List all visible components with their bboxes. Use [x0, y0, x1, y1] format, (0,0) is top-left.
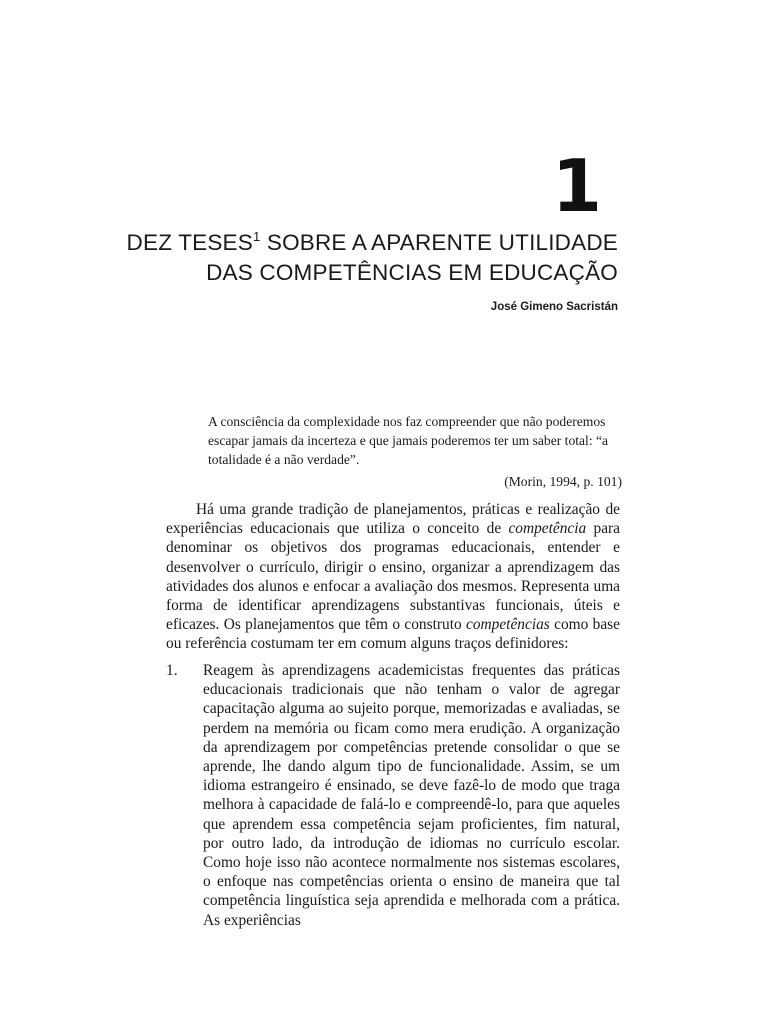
epigraph — [208, 412, 622, 491]
list-item-text: Reagem às aprendizagens academicistas frequentes das práticas educacionais tradicionais que não tenham o valor de agregar capacitação alguma ao sujeito porque, memorizadas e avaliadas, se perdem na memória ou ficam como mera erudição. A organização da aprendizagem por competências pretende consolidar o que se aprende, lhe dando algum tipo de funcionalidade. Assim, se um idioma estrangeiro é ensinado, se deve fazê-lo de modo que traga melhora à capacidade de falá-lo e compreendê-lo, para que aqueles que aprendem essa competência sejam proficientes, fim natural, por outro lado, da introdução de idiomas no currículo escolar. Como hoje isso não acontece normalmente nos sistemas escolares, o enfoque nas competências orienta o ensino de maneira que tal competência linguística seja aprendida e melhorada com a prática. As experiências — [203, 662, 620, 929]
title-footnote-marker[interactable]: 1 — [252, 229, 261, 244]
epigraph-citation: (Morin, 1994, p. 101) — [504, 474, 622, 489]
intro-paragraph — [166, 500, 620, 654]
intro-seg1: Há uma grande tradição de planejamentos, práticas e realização de experiências educacionais que utiliza o conceito de — [166, 501, 620, 538]
list-item-number: 1. — [166, 662, 178, 679]
intro-seg3: como base ou referência costumam ter em comum alguns traços definidores: — [166, 616, 620, 653]
chapter-number: 1 — [551, 144, 602, 228]
intro-seg2: para denominar os objetivos dos programas educacionais, entender e desenvolver o currículo, dirigir o ensino, organizar a aprendizagem das atividades dos alunos e enfocar a avaliação dos mesmos. Representa uma forma de identificar aprendizagens substantivas funcionais, úteis e eficazes. Os planejamentos que têm o construto — [166, 520, 620, 634]
title-part2: SOBRE A APARENTE UTILIDADE — [260, 230, 618, 255]
title-line2: DAS COMPETÊNCIAS EM EDUCAÇÃO — [206, 260, 618, 285]
chapter-title — [98, 228, 618, 288]
intro-term-competencias: competências — [466, 616, 550, 634]
intro-term-competencia: competência — [508, 520, 587, 538]
title-part1: DEZ TESES — [126, 230, 253, 255]
epigraph-text: A consciência da complexidade nos faz compreender que não poderemos escapar jamais da incerteza e que jamais poderemos ter um saber total: “a totalidade é a não verdade”. — [208, 414, 609, 467]
author-name: José Gimeno Sacristán — [490, 301, 618, 313]
list-item — [166, 661, 620, 930]
